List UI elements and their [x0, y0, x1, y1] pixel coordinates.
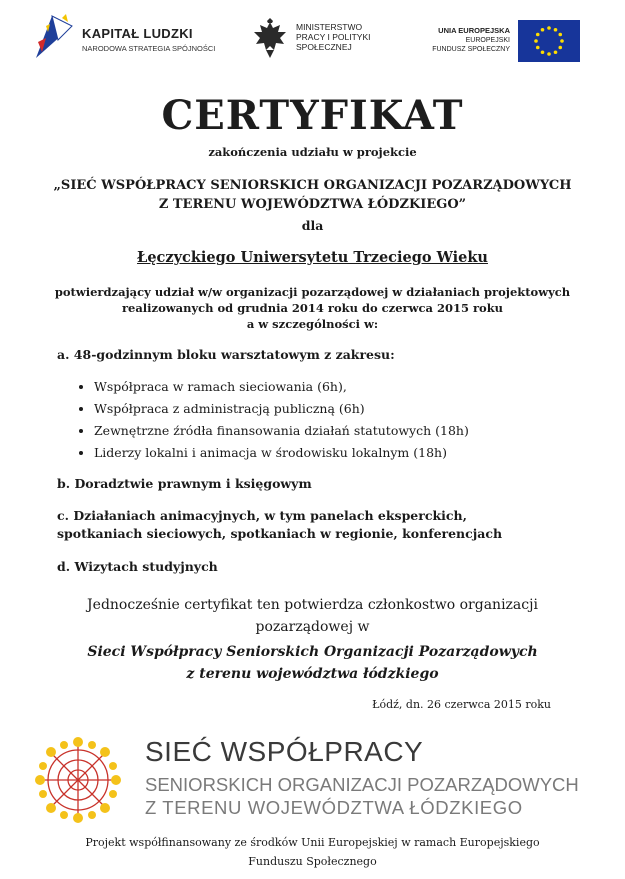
section-c-line: spotkaniach sieciowych, spotkaniach w regionie, konferencjach — [57, 526, 503, 541]
network-logo — [30, 732, 590, 832]
eu-star-icon — [541, 28, 545, 32]
list-item: • Liderzy lokalni i animacja w środowisku lokalnym (18h) — [94, 442, 469, 464]
eu-flag — [518, 20, 580, 62]
ministry-line: PRACY I POLITYKI — [296, 32, 371, 42]
kapital-ludzki-logo — [32, 12, 222, 62]
confirmation-line: potwierdzający udział w/w organizacji pozarządowej w działaniach projektowych — [54, 285, 571, 299]
eu-stars-icon — [518, 20, 580, 62]
funding-note-line: Funduszu Społecznego — [248, 855, 377, 868]
network-logo-line: SENIORSKICH ORGANIZACJI POZARZĄDOWYCH — [145, 774, 579, 795]
kapital-ludzki-title: KAPITAŁ LUDZKI — [82, 26, 193, 41]
eagle-emblem-icon — [250, 18, 290, 60]
certificate-title: CERTYFIKAT — [161, 92, 464, 139]
membership-text — [0, 594, 625, 638]
eu-star-icon — [547, 52, 551, 56]
confirmation-line: realizowanych od grudnia 2014 roku do czerwca 2015 roku — [121, 301, 504, 315]
recipient-name: Łęczyckiego Uniwersytetu Trzeciego Wieku — [137, 249, 488, 266]
eu-star-icon — [534, 39, 538, 43]
kapital-ludzki-emblem-icon — [32, 12, 78, 62]
project-name-line: Z TERENU WOJEWÓDZTWA ŁÓDZKIEGO” — [158, 197, 467, 212]
confirmation-text — [0, 284, 625, 332]
kapital-ludzki-subtitle: NARODOWA STRATEGIA SPÓJNOŚCI — [82, 44, 216, 53]
workshop-topics-list — [58, 376, 469, 464]
certificate-subtitle: zakończenia udziału w projekcie — [208, 145, 417, 159]
confirmation-line: a w szczególności w: — [246, 317, 379, 331]
project-name — [0, 176, 625, 214]
ministry-line: MINISTERSTWO — [296, 22, 363, 32]
issue-date: Łódź, dn. 26 czerwca 2015 roku — [372, 698, 551, 711]
membership-line: pozarządowej w — [255, 619, 370, 635]
network-name — [0, 641, 625, 685]
eu-star-icon — [536, 33, 540, 37]
membership-line: Jednocześnie certyfikat ten potwierdza członkostwo organizacji — [87, 597, 538, 613]
network-name-line: z terenu województwa łódzkiego — [186, 666, 439, 682]
ministry-line: SPOŁECZNEJ — [296, 42, 352, 52]
network-name-line: Sieci Współpracy Seniorskich Organizacji Pozarządowych — [87, 644, 538, 660]
project-name-line: „SIEĆ WSPÓŁPRACY SENIORSKICH ORGANIZACJI POZARZĄDOWYCH — [53, 178, 572, 193]
eu-star-icon — [558, 33, 562, 37]
spider-web-logo-icon — [30, 732, 126, 828]
eu-star-icon — [547, 26, 551, 30]
eu-star-icon — [536, 46, 540, 50]
funding-note — [0, 833, 625, 871]
eu-line: UNIA EUROPEJSKA — [438, 26, 510, 35]
eu-star-icon — [554, 50, 558, 54]
network-logo-title: SIEĆ WSPÓŁPRACY — [145, 736, 424, 767]
ministry-name — [296, 22, 370, 52]
eu-line: FUNDUSZ SPOŁECZNY — [432, 46, 510, 53]
list-item: • Zewnętrzne źródła finansowania działań statutowych (18h) — [94, 420, 469, 442]
section-a-heading: a. 48-godzinnym bloku warsztatowym z zakresu: — [57, 347, 395, 362]
section-b-heading: b. Doradztwie prawnym i księgowym — [57, 476, 312, 491]
eu-text — [420, 26, 510, 54]
eu-star-icon — [541, 50, 545, 54]
section-d-heading: d. Wizytach studyjnych — [57, 559, 218, 574]
eu-star-icon — [558, 46, 562, 50]
eu-star-icon — [554, 28, 558, 32]
network-logo-line: Z TERENU WOJEWÓDZTWA ŁÓDZKIEGO — [145, 797, 523, 818]
section-c-heading — [57, 507, 502, 543]
ministry-logo — [250, 18, 400, 63]
list-item: • Współpraca w ramach sieciowania (6h), — [94, 376, 469, 398]
eu-star-icon — [560, 39, 564, 43]
eu-line: EUROPEJSKI — [465, 37, 510, 44]
eu-logo — [428, 14, 580, 64]
section-c-line: c. Działaniach animacyjnych, w tym panelach eksperckich, — [57, 508, 467, 523]
funding-note-line: Projekt współfinansowany ze środków Unii Europejskiej w ramach Europejskiego — [85, 836, 540, 849]
for-label: dla — [301, 218, 324, 233]
list-item: • Współpraca z administracją publiczną (6h) — [94, 398, 469, 420]
